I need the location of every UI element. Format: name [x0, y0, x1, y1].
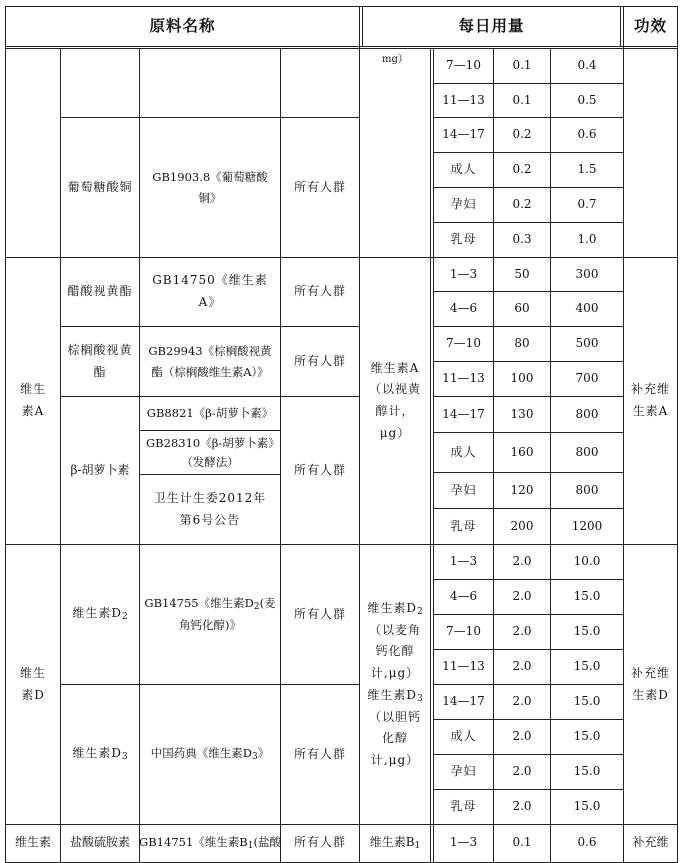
vitamin-d2-subscript: 2	[121, 612, 128, 623]
dosage-max: 15.0	[573, 694, 601, 709]
dosage-max: 15.0	[573, 729, 601, 744]
dosage-min: 2.0	[512, 764, 532, 779]
vitamin-d3-label: 维生素D	[72, 746, 122, 761]
age-group: 11—13	[442, 92, 485, 107]
dosage-min: 2.0	[512, 589, 532, 604]
age-group: 孕妇	[450, 197, 477, 212]
dosage-min: 2.0	[512, 799, 532, 814]
age-group: 4—6	[449, 589, 478, 604]
vitamin-d3-standard-a: 中国药典《维生素D	[150, 746, 252, 761]
vitamin-d-unit-a: 维生素D	[367, 600, 417, 615]
vitamin-d2-standard-subscript: 2	[253, 602, 260, 613]
thiamine-standard-a: GB14751《维生素B	[139, 834, 248, 849]
copper-gluconate-standard: GB1903.8《葡萄糖酸铜》	[152, 169, 268, 205]
vitamin-d3-standard	[140, 685, 280, 824]
dosage-min: 160	[510, 444, 534, 459]
thiamine-standard-subscript: 1	[247, 840, 254, 851]
age-group: 乳母	[450, 799, 477, 814]
retinyl-acetate-standard: GB14750《维生素A》	[152, 273, 268, 309]
vitamin-d3-standard-subscript: 3	[252, 752, 258, 763]
dosage-max: 700	[575, 371, 599, 386]
dosage-max: 15.0	[573, 659, 601, 674]
dosage-max: 15.0	[573, 624, 601, 639]
age-group: 7—10	[446, 624, 481, 639]
dosage-min: 0.3	[512, 232, 532, 247]
age-group: 成人	[450, 162, 477, 177]
vitamin-d2-name	[61, 545, 139, 684]
thiamine-hcl-name: 盐酸硫胺素	[69, 835, 130, 850]
dosage-min: 2.0	[512, 729, 532, 744]
dosage-min: 130	[510, 406, 534, 421]
age-group: 成人	[450, 444, 477, 459]
vitamin-d2-label: 维生素D	[72, 606, 122, 621]
age-group: 1—3	[449, 266, 478, 281]
age-group: 14—17	[442, 406, 485, 421]
age-group: 成人	[450, 729, 477, 744]
dosage-min: 2.0	[512, 554, 532, 569]
dosage-max: 800	[575, 406, 599, 421]
dosage-max: 1200	[571, 518, 603, 533]
age-group: 7—10	[446, 58, 481, 73]
age-group: 孕妇	[450, 764, 477, 779]
beta-carotene-name: β-胡萝卜素	[70, 462, 130, 477]
beta-carotene-standard-3: 卫生计生委2012年第6号公告	[153, 490, 267, 527]
dosage-min: 50	[514, 266, 530, 281]
dosage-max: 1.5	[577, 162, 597, 177]
dosage-min: 80	[514, 336, 530, 351]
age-group: 孕妇	[450, 482, 477, 497]
vitamin-d2-standard-b: (麦角钙化醇)》	[179, 596, 276, 633]
vitamin-d-unit-sub2: 2	[416, 606, 423, 617]
age-group: 11—13	[442, 659, 485, 674]
age-group: 14—17	[442, 127, 485, 142]
retinyl-palmitate-name: 棕榈酸视黄酯	[67, 342, 133, 379]
dosage-min: 200	[510, 518, 534, 533]
thiamine-hcl-population: 所有人群	[293, 835, 346, 850]
dosage-max: 0.6	[577, 835, 597, 850]
dosage-max: 500	[575, 336, 599, 351]
dosage-max: 0.4	[577, 58, 597, 73]
dosage-min: 100	[510, 371, 534, 386]
header-raw-material: 原料名称	[149, 16, 216, 35]
header-daily-dosage: 每日用量	[458, 16, 525, 35]
beta-carotene-population: 所有人群	[293, 462, 346, 477]
vitamin-b1-name: 维生素	[14, 835, 51, 850]
dosage-min: 0.1	[512, 92, 532, 107]
thiamine-hcl-standard	[140, 825, 280, 861]
dosage-min: 0.2	[512, 162, 532, 177]
age-group: 1—3	[449, 554, 478, 569]
beta-carotene-standard-2: GB28310《β-胡萝卜素》（发酵法）	[145, 436, 274, 469]
dosage-max: 15.0	[573, 589, 601, 604]
vitamin-d-unit-b: （以麦角钙化醇计,μg）维生素D	[367, 622, 421, 702]
age-group: 乳母	[450, 232, 477, 247]
dosage-max: 1.0	[577, 232, 597, 247]
age-group: 1—3	[449, 835, 478, 850]
dosage-max: 400	[575, 301, 599, 316]
dosage-min: 0.2	[512, 197, 532, 212]
dosage-min: 2.0	[512, 659, 532, 674]
dosage-max: 15.0	[573, 764, 601, 779]
vitamin-b1-unit	[360, 825, 430, 861]
vitamin-d2-population: 所有人群	[293, 606, 346, 621]
vitamin-a-efficacy: 补充维生素A	[630, 382, 670, 418]
dosage-min: 0.2	[512, 127, 532, 142]
dosage-min: 2.0	[512, 624, 532, 639]
dosage-max: 0.7	[577, 197, 597, 212]
thiamine-standard-b: (盐酸	[253, 834, 281, 849]
vitamin-d3-subscript: 3	[121, 752, 128, 763]
vitamin-d2-standard	[140, 545, 280, 684]
retinyl-acetate-population: 所有人群	[293, 284, 346, 299]
age-group: 7—10	[446, 336, 481, 351]
dosage-max: 15.0	[573, 799, 601, 814]
dosage-max: 300	[575, 266, 599, 281]
retinyl-palmitate-population: 所有人群	[293, 353, 346, 368]
vitamin-b1-unit-label: 维生素B	[369, 834, 415, 849]
vitamin-d-unit-c: （以胆钙化醇计,μg）	[368, 709, 421, 767]
dosage-max: 10.0	[573, 554, 601, 569]
vitamin-d-unit	[360, 545, 430, 824]
age-group: 乳母	[450, 518, 477, 533]
beta-carotene-standard-1: GB8821《β-胡萝卜素》	[146, 406, 274, 421]
dosage-min: 60	[514, 301, 530, 316]
vitamin-a-unit: 维生素A（以视黄醇计，μg）	[368, 360, 421, 440]
dosage-max: 0.6	[577, 127, 597, 142]
dosage-min: 120	[510, 482, 534, 497]
copper-gluconate-name: 葡萄糖酸铜	[67, 179, 133, 194]
retinyl-palmitate-standard: GB29943《棕榈酸视黄酯（棕榈酸维生素A）》	[148, 343, 272, 379]
dosage-max: 800	[575, 482, 599, 497]
header-efficacy: 功效	[633, 16, 667, 35]
vitamin-d-efficacy: 补充维生素D	[630, 665, 670, 702]
vitamin-d3-standard-b: 》	[257, 746, 270, 761]
vitamin-d-name: 维生素D	[19, 665, 46, 702]
vitamin-a-name: 维生素A	[19, 382, 46, 418]
age-group: 11—13	[442, 371, 485, 386]
age-group: 14—17	[442, 694, 485, 709]
dosage-min: 2.0	[512, 694, 532, 709]
vitamin-b1-unit-subscript: 1	[414, 840, 421, 851]
dosage-min: 0.1	[512, 58, 532, 73]
vitamin-b1-efficacy: 补充维	[632, 835, 669, 850]
copper-gluconate-population: 所有人群	[293, 179, 346, 194]
dosage-max: 800	[575, 444, 599, 459]
dosage-min: 0.1	[512, 835, 532, 850]
retinyl-acetate-name: 醋酸视黄酯	[67, 284, 133, 299]
vitamin-d2-standard-a: GB14755《维生素D	[144, 596, 254, 611]
dosage-max: 0.5	[577, 92, 597, 107]
vitamin-d3-name	[61, 685, 139, 824]
vitamin-d3-population: 所有人群	[293, 746, 346, 761]
unit-continuation: mg）	[382, 54, 408, 65]
vitamin-d-unit-sub3: 3	[416, 693, 423, 704]
age-group: 4—6	[449, 301, 478, 316]
